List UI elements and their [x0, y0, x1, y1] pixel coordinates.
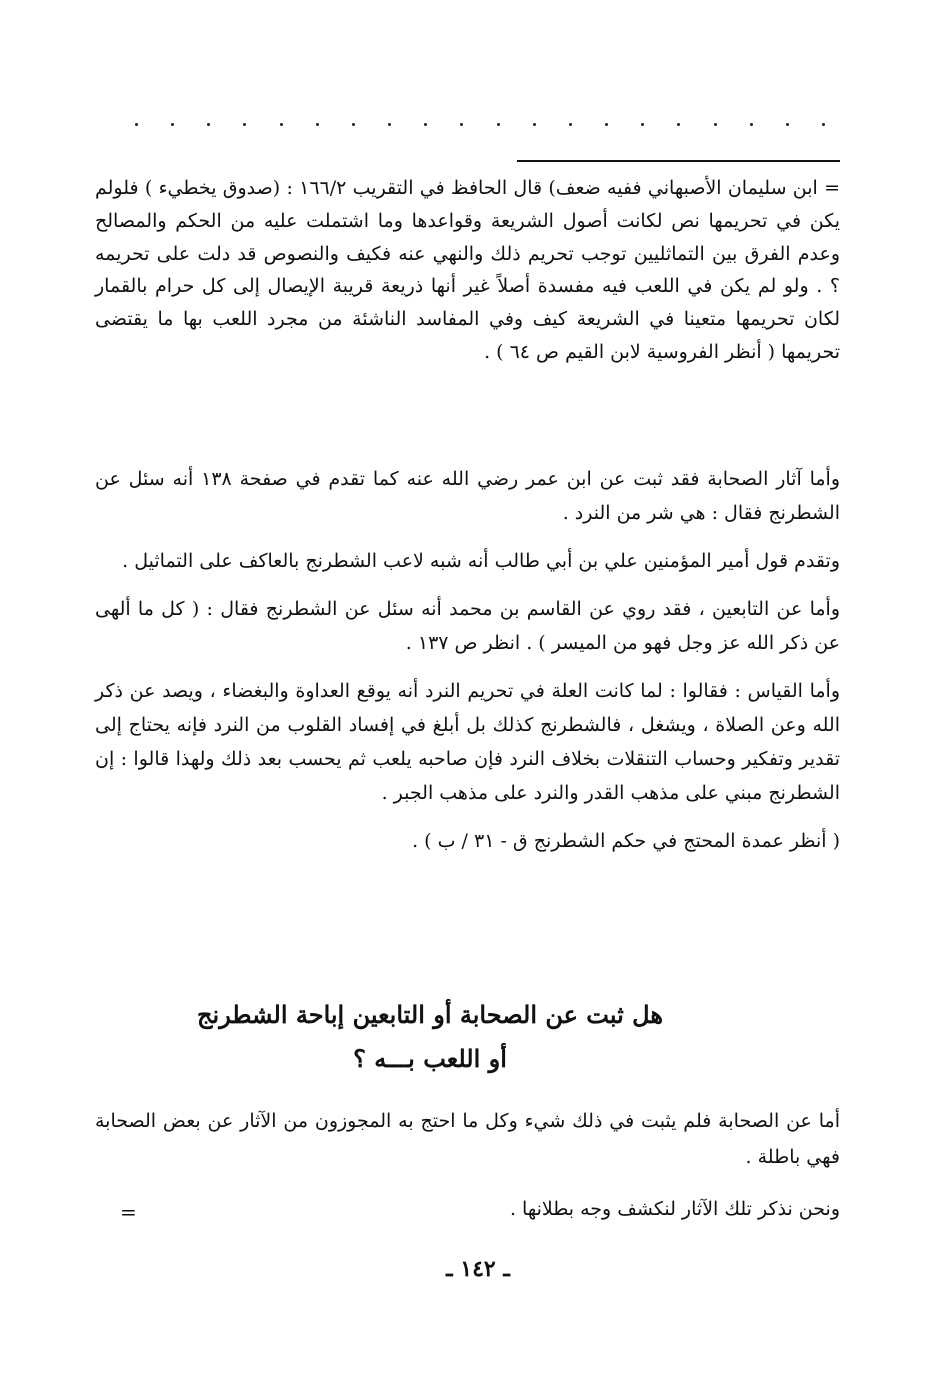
separator-dot [424, 123, 427, 126]
separator-dot [533, 123, 536, 126]
dotted-separator [135, 117, 825, 131]
paragraph-companions: وأما آثار الصحابة فقد ثبت عن ابن عمر رضي الله عنه كما تقدم في صفحة ١٣٨ أنه سئل عن الشطرنج فقال : هي شر من النرد . [95, 468, 840, 524]
separator-dot [171, 123, 174, 126]
main-text [95, 462, 840, 872]
paragraph-intro-narrations: ونحن نذكر تلك الآثار لنكشف وجه بطلانها . [509, 1198, 840, 1220]
paragraph-reference: ( أنظر عمدة المحتج في حكم الشطرنج ق - ٣١ / ب ) . [412, 830, 840, 852]
section-text [95, 1103, 840, 1243]
paragraph-analogy: وأما القياس : فقالوا : لما كانت العلة في تحريم النرد أنه يوقع العداوة والبغضاء ، ويصد عن ذكر الله وعن الصلاة ، ويشغل ، فالشطرنج كذلك بل أبلغ في إفساد القلوب من النرد فإنه يحتاج إلى تقدير وتفكير وحساب التنقلات بخلاف النرد فإن صاحبه يلعب ثم يحسب بعد ذلك ولهذا قالوا : إن الشطرنج مبني على مذهب القدر والنرد على مذهب الجبر . [95, 680, 840, 804]
separator-dot [750, 123, 753, 126]
heading-line-1: هل ثبت عن الصحابة أو التابعين إباحة الشطرنج [197, 1000, 663, 1029]
separator-dot [677, 123, 680, 126]
separator-dot [316, 123, 319, 126]
paragraph-companions-ruling: أما عن الصحابة فلم يثبت في ذلك شيء وكل ما احتج به المجوزون من الآثار عن بعض الصحابة فهي باطلة . [95, 1110, 840, 1168]
separator-dot [135, 123, 138, 126]
footnote-block [95, 172, 840, 369]
separator-dot [822, 123, 825, 126]
separator-dot [714, 123, 717, 126]
separator-dot [388, 123, 391, 126]
footnote-text: = ابن سليمان الأصبهاني ففيه ضعف) قال الحافظ في التقريب ١٦٦/٢ : (صدوق يخطيء ) فلولم يكن في تحريمها نص لكانت أصول الشريعة وقواعدها وما اشتملت عليه من الحكم والمصالح وعدم الفرق بين التماثليين توجب تحريم ذلك والنهي عنه فكيف والنصوص قد دلت على تحريمه ؟ . ولو لم يكن في اللعب فيه مفسدة أصلاً غير أنها ذريعة قريبة الإيصال إلى كل حرام بالقمار لكان تحريمها متعينا في الشريعة كيف وفي المفاسد الناشئة من مجرد اللعب بها ما يقتضى تحريمها ( أنظر الفروسية لابن القيم ص ٦٤ ) . [95, 177, 840, 363]
separator-dot [243, 123, 246, 126]
separator-dot [280, 123, 283, 126]
separator-dot [786, 123, 789, 126]
separator-dot [352, 123, 355, 126]
paragraph-followers: وأما عن التابعين ، فقد روي عن القاسم بن محمد أنه سئل عن الشطرنج فقال : ( كل ما ألهى عن ذكر الله عز وجل فهو من الميسر ) . انظر ص ١٣٧ . [95, 598, 840, 654]
separator-dot [605, 123, 608, 126]
paragraph-ali: وتقدم قول أمير المؤمنين علي بن أبي طالب أنه شبه لاعب الشطرنج بالعاكف على التماثيل . [122, 550, 840, 572]
footnote-rule [517, 160, 840, 162]
heading-line-2: أو اللعب بـــه ؟ [353, 1044, 507, 1073]
separator-dot [460, 123, 463, 126]
separator-dot [569, 123, 572, 126]
section-heading [120, 993, 740, 1081]
page-number: ـ ١٤٢ ـ [446, 1256, 510, 1282]
continuation-mark: = [120, 1200, 137, 1224]
separator-dot [497, 123, 500, 126]
separator-dot [207, 123, 210, 126]
separator-dot [641, 123, 644, 126]
